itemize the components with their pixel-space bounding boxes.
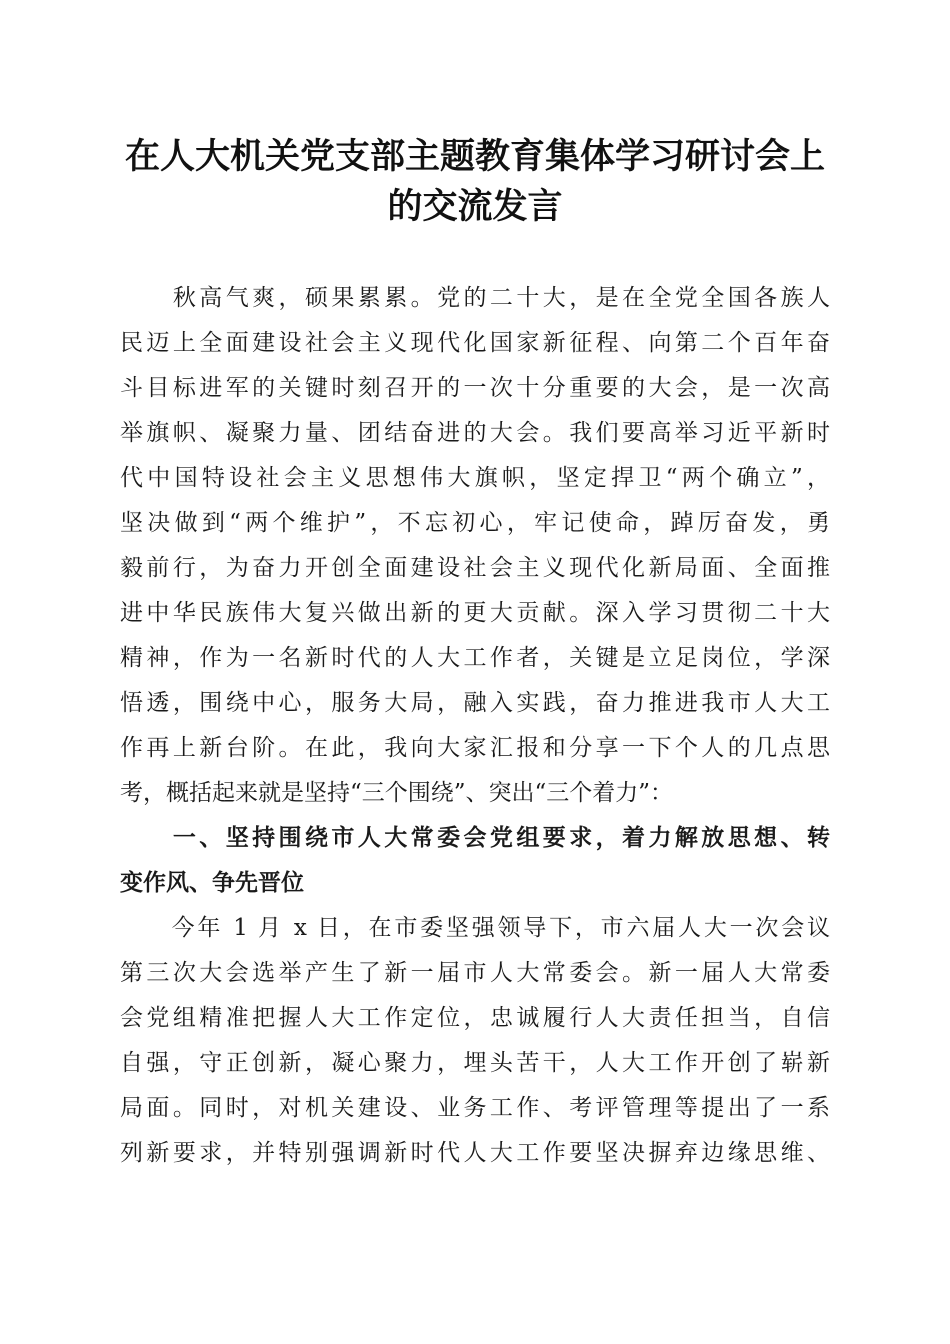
paragraph-line: 斗目标进军的关键时刻召开的一次十分重要的大会，是一次高 [120,375,830,401]
paragraph-line: 第三次大会选举产生了新一届市人大常委会。新一届人大常委 [120,960,830,986]
paragraph-line: 秋高气爽，硕果累累。党的二十大，是在全党全国各族人 [120,285,830,311]
paragraph-line: 列新要求，并特别强调新时代人大工作要坚决摒弃边缘思维、 [120,1140,830,1166]
paragraph-line: 局面。同时，对机关建设、业务工作、考评管理等提出了一系 [120,1095,830,1121]
paragraph-line: 毅前行，为奋力开创全面建设社会主义现代化新局面、全面推 [120,555,830,581]
paragraph-line: 今年 1 月 x 日，在市委坚强领导下，市六届人大一次会议 [120,915,830,941]
paragraph-line: 考，概括起来就是坚持“三个围绕”、突出“三个着力”： [120,780,674,806]
paragraph-line: 坚决做到“两个维护”，不忘初心，牢记使命，踔厉奋发，勇 [120,510,830,536]
heading-line: 一、坚持围绕市人大常委会党组要求，着力解放思想、转 [120,825,830,851]
document-title [100,132,850,232]
paragraph-line: 民迈上全面建设社会主义现代化国家新征程、向第二个百年奋 [120,330,830,356]
paragraph-1 [120,276,830,816]
heading-line: 变作风、争先晋位 [120,870,304,896]
paragraph-line: 代中国特设社会主义思想伟大旗帜，坚定捍卫“两个确立”， [120,465,830,491]
paragraph-line: 自强，守正创新，凝心聚力，埋头苦干，人大工作开创了崭新 [120,1050,830,1076]
title-line-1: 在人大机关党支部主题教育集体学习研讨会上 [124,136,825,177]
title-line-2: 的交流发言 [387,186,563,227]
paragraph-line: 会党组精准把握人大工作定位，忠诚履行人大责任担当，自信 [120,1005,830,1031]
section-heading-1 [120,816,830,906]
paragraph-2 [120,906,830,1176]
paragraph-line: 悟透，围绕中心，服务大局，融入实践，奋力推进我市人大工 [120,690,830,716]
paragraph-line: 举旗帜、凝聚力量、团结奋进的大会。我们要高举习近平新时 [120,420,830,446]
paragraph-line: 作再上新台阶。在此，我向大家汇报和分享一下个人的几点思 [120,735,830,761]
document-body [120,276,830,1176]
paragraph-line: 进中华民族伟大复兴做出新的更大贡献。深入学习贯彻二十大 [120,600,830,626]
paragraph-line: 精神，作为一名新时代的人大工作者，关键是立足岗位，学深 [120,645,830,671]
